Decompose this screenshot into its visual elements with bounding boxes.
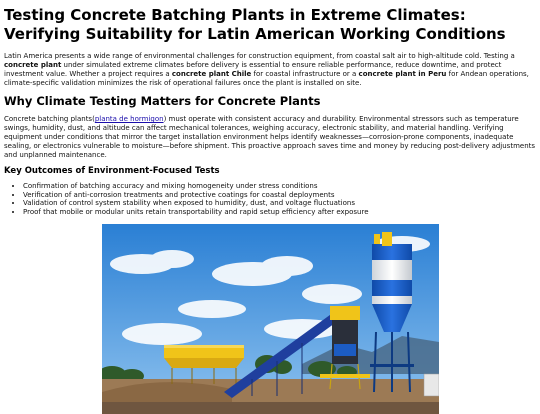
page-title: Testing Concrete Batching Plants in Extreme Climates: Verifying Suitability for Latin American Working Conditions <box>4 6 506 43</box>
planta-de-hormigon-link[interactable]: planta de hormigon <box>94 115 164 123</box>
intro-text-4: for Andean operations, climate-specific validation minimizes the risk of operational failures once the plant is installed on site. <box>4 70 529 87</box>
intro-text-2: under simulated extreme climates before delivery is essential to ensure reliable performance, reduce downtime, and protect investment value. Whether a project requires a <box>4 61 502 78</box>
climate-text-2: ) must operate with consistent accuracy and durability. Environmental stressors such as temperature swings, humidity, dust, and altitude can affect mechanical tolerances, weighing accuracy, electronic stability, and material handling. Verifying equipment under conditions that mirror the target installation environment helps identify weaknesses—corrosion-prone components, inadequate sealing, or electronics vulnerable to moisture—before shipment. This proactive approach saves time and money by reducing post-delivery adjustments and unplanned maintenance. <box>4 115 536 159</box>
key-outcomes-list <box>4 182 536 216</box>
climate-testing-paragraph <box>4 115 536 160</box>
section-heading-key-outcomes: Key Outcomes of Environment-Focused Tests <box>4 166 220 176</box>
intro-paragraph <box>4 52 536 88</box>
intro-text-1: Latin America presents a wide range of environmental challenges for construction equipment, from coastal salt air to high-altitude cold. Testing a <box>4 52 515 60</box>
list-item: • Validation of control system stability when exposed to humidity, dust, and voltage fluctuations <box>23 199 536 208</box>
intro-text-3: for coastal infrastructure or a <box>251 70 359 78</box>
control-cabin <box>424 374 439 396</box>
list-item: • Verification of anti-corrosion treatments and protective coatings for coastal deployments <box>23 191 536 200</box>
list-item: • Confirmation of batching accuracy and mixing homogeneity under stress conditions <box>23 182 536 191</box>
climate-text-1: Concrete batching plants( <box>4 115 95 123</box>
concrete-plant-photo <box>102 224 439 414</box>
section-heading-climate-testing: Why Climate Testing Matters for Concrete Plants <box>4 94 321 108</box>
intro-bold-3: concrete plant in Peru <box>358 70 447 78</box>
intro-bold-2: concrete plant Chile <box>171 70 252 78</box>
list-item: • Proof that mobile or modular units retain transportability and rapid setup efficiency after exposure <box>23 208 536 217</box>
intro-bold-1: concrete plant <box>4 61 62 69</box>
